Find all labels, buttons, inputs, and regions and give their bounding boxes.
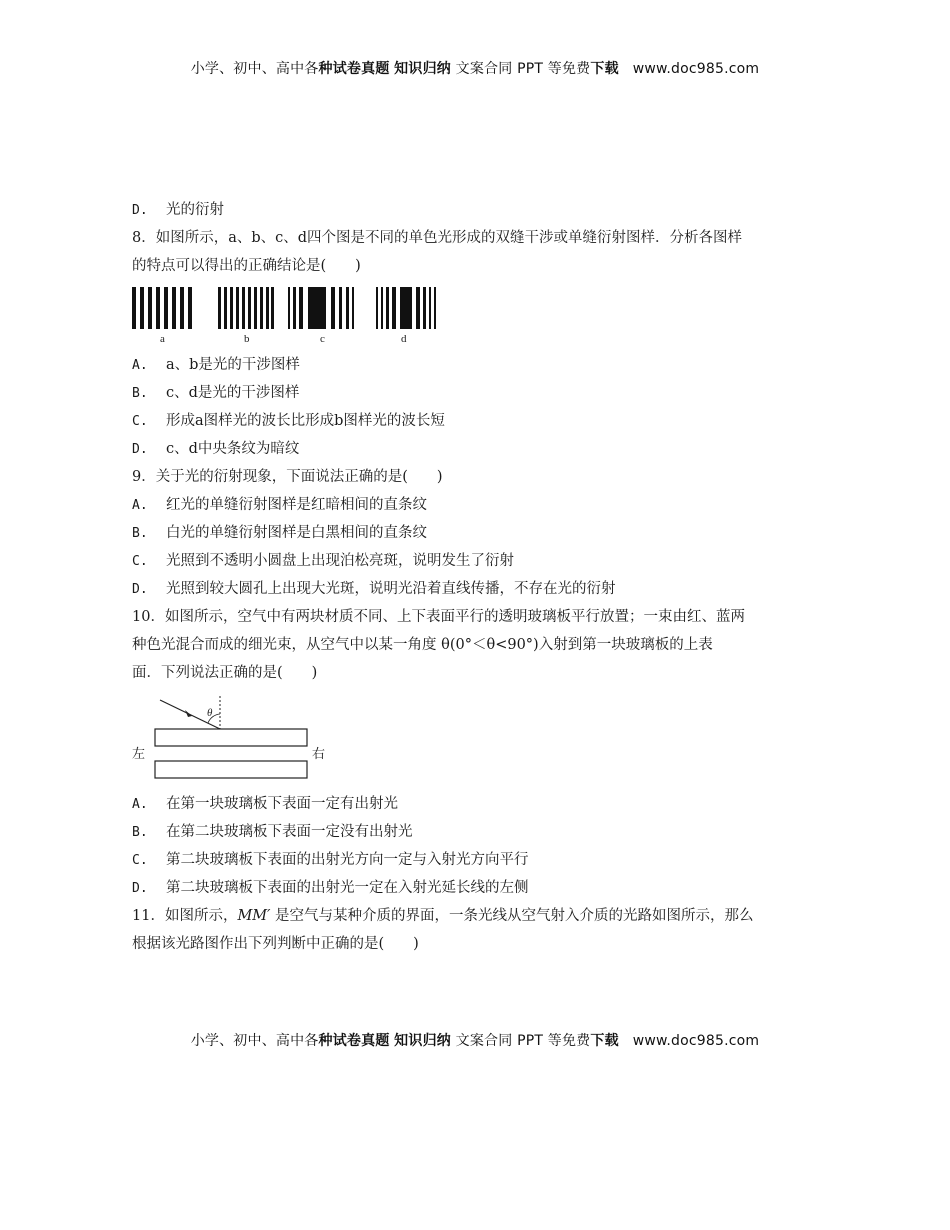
option-letter: B. [132, 386, 148, 401]
banner-bold: 种试卷真题 [318, 1033, 390, 1049]
prev-option-d [132, 200, 224, 221]
fringe-label-c: c [320, 333, 325, 345]
banner-bold: 知识归纳 [394, 61, 451, 77]
option-text: 光照到不透明小圆盘上出现泊松亮斑，说明发生了衍射 [166, 553, 514, 569]
banner-bold: 知识归纳 [394, 1033, 451, 1049]
q11-text: 是空气与某种介质的界面，一条光线从空气射入介质的光路如图所示，那么 [270, 908, 754, 924]
option-text: 在第一块玻璃板下表面一定有出射光 [166, 796, 398, 812]
q10-stem-line1: 10．如图所示，空气中有两块材质不同、上下表面平行的透明玻璃板平行放置；一束由红、蓝两 [132, 609, 745, 625]
q10-option-a[interactable] [132, 794, 398, 815]
angle-label: θ [207, 707, 213, 719]
q8-stem-line2: 的特点可以得出的正确结论是( ) [132, 258, 361, 274]
option-letter: D. [132, 881, 148, 896]
q11-stem-line1 [132, 906, 754, 926]
q9-option-c[interactable] [132, 551, 514, 572]
right-label: 右 [312, 747, 326, 762]
banner-text: 文案合同 PPT 等免费 [450, 1033, 591, 1049]
q8-option-d[interactable] [132, 439, 299, 460]
option-text: 第二块玻璃板下表面的出射光一定在入射光延长线的左侧 [166, 880, 529, 896]
q8-option-c[interactable] [132, 411, 445, 432]
banner-text: 小学、初中、高中各 [190, 1033, 319, 1049]
glass-plate-2 [155, 761, 307, 778]
q11-stem-line2: 根据该光路图作出下列判断中正确的是( ) [132, 936, 419, 952]
q9-option-d[interactable] [132, 579, 616, 600]
option-text: a、b是光的干涉图样 [166, 357, 300, 373]
option-letter: C. [132, 554, 148, 569]
fringe-label-a: a [160, 333, 165, 345]
q9-option-a[interactable] [132, 495, 427, 516]
q10-option-b[interactable] [132, 822, 413, 843]
option-text: 红光的单缝衍射图样是红暗相间的直条纹 [166, 497, 427, 513]
banner-text: 文案合同 PPT 等免费 [450, 61, 591, 77]
option-text: 光的衍射 [166, 202, 224, 218]
option-letter: D. [132, 582, 148, 597]
option-text: 第二块玻璃板下表面的出射光方向一定与入射光方向平行 [166, 852, 529, 868]
option-letter: A. [132, 498, 148, 513]
q9-option-b[interactable] [132, 523, 427, 544]
fringe-pattern-a [132, 287, 194, 329]
fringe-label-d: d [401, 333, 407, 345]
option-letter: A. [132, 797, 148, 812]
option-text: 在第二块玻璃板下表面一定没有出射光 [166, 824, 413, 840]
option-letter: C. [132, 853, 148, 868]
option-letter: D. [132, 203, 148, 218]
option-text: c、d中央条纹为暗纹 [166, 441, 300, 457]
option-text: 白光的单缝衍射图样是白黑相间的直条纹 [166, 525, 427, 541]
option-text: c、d是光的干涉图样 [166, 385, 300, 401]
q8-stem-line1: 8．如图所示，a、b、c、d四个图是不同的单色光形成的双缝干涉或单缝衍射图样．分析各图样 [132, 230, 743, 246]
banner-text: 小学、初中、高中各 [190, 61, 319, 77]
fringe-pattern-b [218, 287, 274, 329]
fringe-label-b: b [244, 333, 250, 345]
q11-interface-symbol: MM′ [237, 908, 271, 924]
q9-stem: 9．关于光的衍射现象，下面说法正确的是( ) [132, 469, 443, 485]
option-letter: B. [132, 526, 148, 541]
option-letter: C. [132, 414, 148, 429]
q10-glass-plates-figure [130, 692, 330, 782]
footer-banner [0, 1030, 950, 1050]
option-letter: D. [132, 442, 148, 457]
option-text: 形成a图样光的波长比形成b图样光的波长短 [166, 413, 445, 429]
q11-text: 11．如图所示， [132, 908, 238, 924]
banner-bold: 下载 [590, 61, 619, 77]
q10-stem-line2: 种色光混合而成的细光束，从空气中以某一角度 θ(0°＜θ<90°)入射到第一块玻璃板的上表 [132, 637, 713, 653]
option-letter: B. [132, 825, 148, 840]
fringe-pattern-c [288, 287, 356, 329]
ray-arrowhead [185, 710, 192, 717]
header-banner [0, 58, 950, 78]
q8-option-a[interactable] [132, 355, 300, 376]
left-label: 左 [132, 747, 146, 762]
q10-option-d[interactable] [132, 878, 529, 899]
option-text: 光照到较大圆孔上出现大光斑，说明光沿着直线传播，不存在光的衍射 [166, 581, 616, 597]
q10-option-c[interactable] [132, 850, 529, 871]
option-letter: A. [132, 358, 148, 373]
banner-site-link[interactable]: www.doc985.com [632, 61, 760, 77]
q8-option-b[interactable] [132, 383, 299, 404]
banner-bold: 种试卷真题 [318, 61, 390, 77]
q10-stem-line3: 面．下列说法正确的是( ) [132, 665, 318, 681]
banner-site-link[interactable]: www.doc985.com [632, 1033, 760, 1049]
fringe-pattern-d [376, 287, 436, 329]
banner-bold: 下载 [590, 1033, 619, 1049]
glass-plate-1 [155, 729, 307, 746]
